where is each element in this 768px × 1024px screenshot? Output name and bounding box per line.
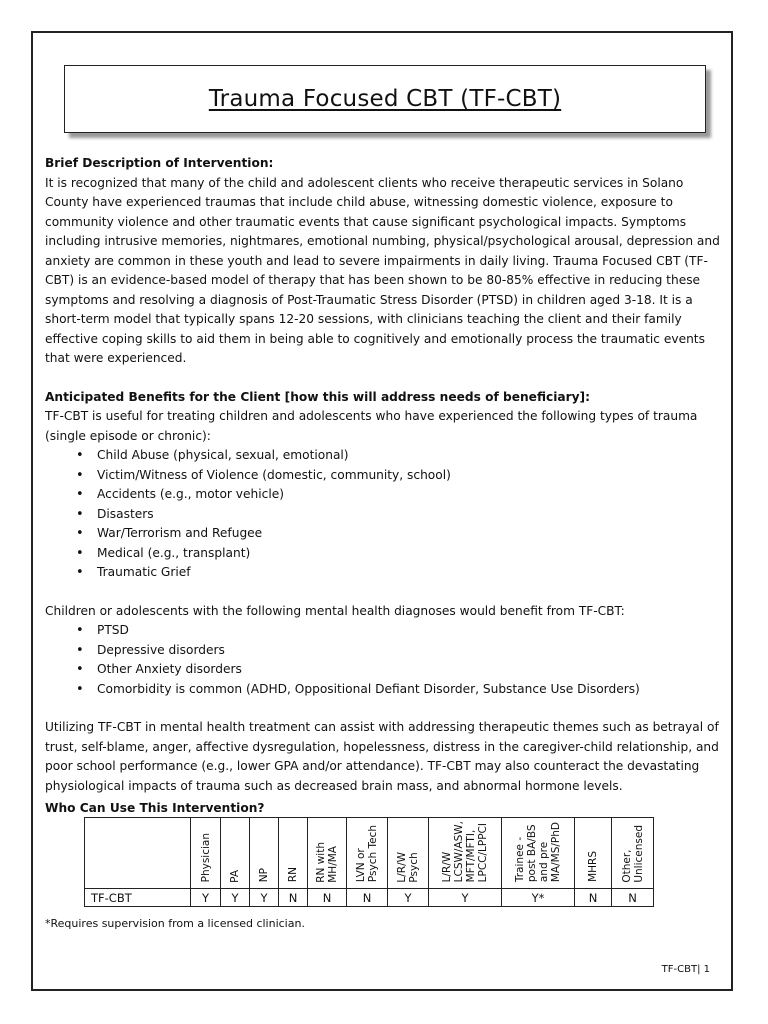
list-item: • Medical (e.g., transplant)	[97, 544, 725, 564]
main-content	[45, 154, 725, 796]
list-item: • Depressive disorders	[97, 641, 725, 661]
table-row	[85, 889, 654, 907]
who-heading: Who Can Use This Intervention?	[45, 801, 265, 815]
footnote: *Requires supervision from a licensed clinician.	[45, 917, 305, 930]
list-item: • Victim/Witness of Violence (domestic, community, school)	[97, 466, 725, 486]
provider-table	[84, 817, 654, 907]
header-cell: MHRS	[575, 818, 612, 889]
trauma-types-list	[45, 446, 725, 583]
table-cell: N	[279, 889, 308, 907]
header-cell: LVN or Psych Tech	[347, 818, 388, 889]
header-cell: Trainee - post BA/BS and pre MA/MS/PhD	[502, 818, 575, 889]
diagnoses-list	[45, 621, 725, 699]
benefits-heading: Anticipated Benefits for the Client [how this will address needs of beneficiary]:	[45, 389, 590, 404]
table-cell: Y	[191, 889, 221, 907]
list-item: • Comorbidity is common (ADHD, Oppositional Defiant Disorder, Substance Use Disorders)	[97, 680, 725, 700]
header-cell: RN	[279, 818, 308, 889]
row-label: TF-CBT	[85, 889, 191, 907]
list-item: • Traumatic Grief	[97, 563, 725, 583]
benefits-intro: TF-CBT is useful for treating children and adolescents who have experienced the following types of trauma (single episode or chronic):	[45, 409, 698, 443]
list-item: • Other Anxiety disorders	[97, 660, 725, 680]
table-cell: Y	[221, 889, 250, 907]
table-header-row	[85, 818, 654, 889]
table-cell: N	[612, 889, 654, 907]
table-cell: Y	[429, 889, 502, 907]
list-item: • PTSD	[97, 621, 725, 641]
brief-heading: Brief Description of Intervention:	[45, 156, 274, 170]
header-cell: PA	[221, 818, 250, 889]
header-cell: Other, Unlicensed	[612, 818, 654, 889]
header-cell: L/R/W Psych	[388, 818, 429, 889]
header-cell: L/R/W LCSW/ASW, MFT/MFTI, LPCC/LPPCI	[429, 818, 502, 889]
list-item: • Child Abuse (physical, sexual, emotional)	[97, 446, 725, 466]
closing-text: Utilizing TF-CBT in mental health treatment can assist with addressing therapeutic themes such as betrayal of trust, self-blame, anger, affective dysregulation, hopelessness, distress in the caregiver-child relationship, and poor school performance (e.g., lower GPA and/or attendance). TF-CBT may also counteract the devastating physiological impacts of trauma such as decreased brain mass, and abnormal hormone levels.	[45, 720, 719, 793]
table-cell: N	[575, 889, 612, 907]
list-item: • Disasters	[97, 505, 725, 525]
page-title: Trauma Focused CBT (TF-CBT)	[208, 86, 562, 112]
table-cell: N	[347, 889, 388, 907]
header-cell: Physician	[191, 818, 221, 889]
page-footer: TF-CBT| 1	[661, 964, 710, 975]
header-cell: NP	[250, 818, 279, 889]
list-item: • Accidents (e.g., motor vehicle)	[97, 485, 725, 505]
table-cell: Y*	[502, 889, 575, 907]
table-cell: N	[308, 889, 347, 907]
title-box	[64, 65, 706, 133]
list-item: • War/Terrorism and Refugee	[97, 524, 725, 544]
brief-text: It is recognized that many of the child and adolescent clients who receive therapeutic services in Solano County have experienced traumas that include child abuse, witnessing domestic violence, exposure to community violence and other traumatic events that cause significant psychological impacts. Symptoms including intrusive memories, nightmares, emotional numbing, physical/psychological arousal, depression and anxiety are common in these youth and lead to severe impairments in daily living. Trauma Focused CBT (TF-CBT) is an evidence-based model of therapy that has been shown to be 80-85% effective in reducing these symptoms and resolving a diagnosis of Post-Traumatic Stress Disorder (PTSD) in children aged 3-18. It is a short-term model that typically spans 12-20 sessions, with clinicians teaching the client and their family effective coping skills to aid them in being able to cognitively and emotionally process the traumatic events that were experienced.	[45, 175, 720, 365]
table-cell: Y	[388, 889, 429, 907]
header-cell: RN with MH/MA	[308, 818, 347, 889]
diagnoses-intro: Children or adolescents with the following mental health diagnoses would benefit from TF-CBT:	[45, 603, 625, 618]
table-cell: Y	[250, 889, 279, 907]
header-blank	[85, 818, 191, 889]
